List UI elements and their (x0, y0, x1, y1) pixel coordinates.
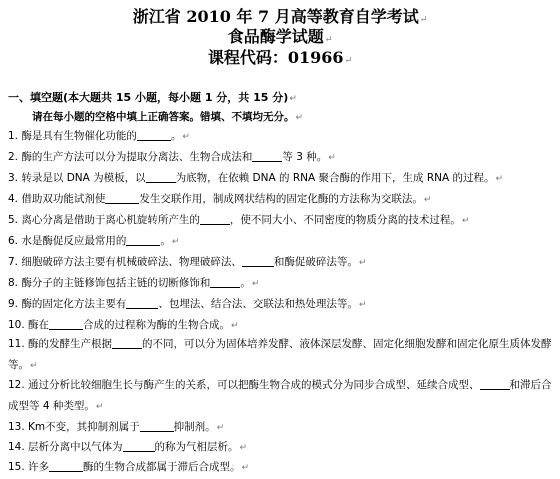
section-instruction: 请在每小题的空格中填上正确答案。错填、不填均无分。↵ (32, 111, 304, 123)
question-15: 15. 许多 酶的生物合成都属于滞后合成型。↵ (8, 461, 250, 473)
answer-blank[interactable] (105, 191, 139, 204)
question-4: 4. 借助双功能试剂使 发生交联作用，制成网状结构的固定化酶的方法称为交联法。↵ (8, 193, 432, 205)
question-2: 2. 酶的生产方法可以分为提取分离法、生物合成法和 等 3 种。↵ (8, 151, 336, 163)
exam-title-line1: 浙江省 2010 年 7 月高等教育自学考试↵ (132, 7, 428, 26)
question-7: 7. 细胞破碎方法主要有机械破碎法、物理破碎法、 和酶促破碎法等。↵ (8, 256, 367, 268)
question-13: 13. Km不变，其抑制剂属于 抑制剂。↵ (8, 421, 225, 433)
question-8: 8. 酶分子的主链修饰包括主链的切断修饰和 。↵ (8, 277, 260, 289)
question-9: 9. 酶的固定化方法主要有 、包埋法、结合法、交联法和热处理法等。↵ (8, 298, 367, 310)
exam-title-line2: 食品酶学试题↵ (227, 27, 333, 46)
question-1: 1. 酶是具有生物催化功能的 。↵ (8, 130, 190, 142)
question-10: 10. 酶在 合成的过程称为酶的生物合成。↵ (8, 319, 239, 331)
question-6: 6. 水是酶促反应最常用的 。↵ (8, 235, 180, 247)
answer-blank[interactable] (140, 419, 174, 432)
answer-blank[interactable] (210, 275, 240, 288)
answer-blank[interactable] (480, 377, 510, 390)
answer-blank[interactable] (242, 254, 274, 267)
question-11: 11. 酶的发酵生产根据 的不同，可以分为固体培养发酵、液体深层发酵、固定化细胞发酵和固定化原生质体发酵等。↵ (8, 338, 552, 371)
answer-blank[interactable] (112, 336, 142, 349)
answer-blank[interactable] (252, 149, 282, 162)
answer-blank[interactable] (137, 128, 171, 141)
section-heading: 一、填空题(本大题共 15 小题，每小题 1 分，共 15 分)↵ (8, 91, 297, 104)
answer-blank[interactable] (123, 439, 155, 452)
question-14: 14. 层析分离中以气体为 的称为气相层析。↵ (8, 441, 248, 453)
answer-blank[interactable] (126, 296, 158, 309)
question-12: 12. 通过分析比较细胞生长与酶产生的关系，可以把酶生物合成的模式分为同步合成型、延续合成型、 和滞后合成型等 4 种类型。↵ (8, 379, 552, 412)
question-3: 3. 转录是以 DNA 为模板，以 为底物，在依赖 DNA 的 RNA 聚合酶的作用下，生成 RNA 的过程。↵ (8, 172, 504, 184)
answer-blank[interactable] (146, 170, 176, 183)
question-5: 5. 离心分离是借助于离心机旋转所产生的 ，使不同大小、不同密度的物质分离的技术过程。↵ (8, 214, 470, 226)
course-code: 课程代码：01966↵ (207, 48, 353, 67)
answer-blank[interactable] (126, 233, 160, 246)
answer-blank[interactable] (49, 459, 83, 472)
answer-blank[interactable] (49, 317, 83, 330)
answer-blank[interactable] (200, 212, 230, 225)
